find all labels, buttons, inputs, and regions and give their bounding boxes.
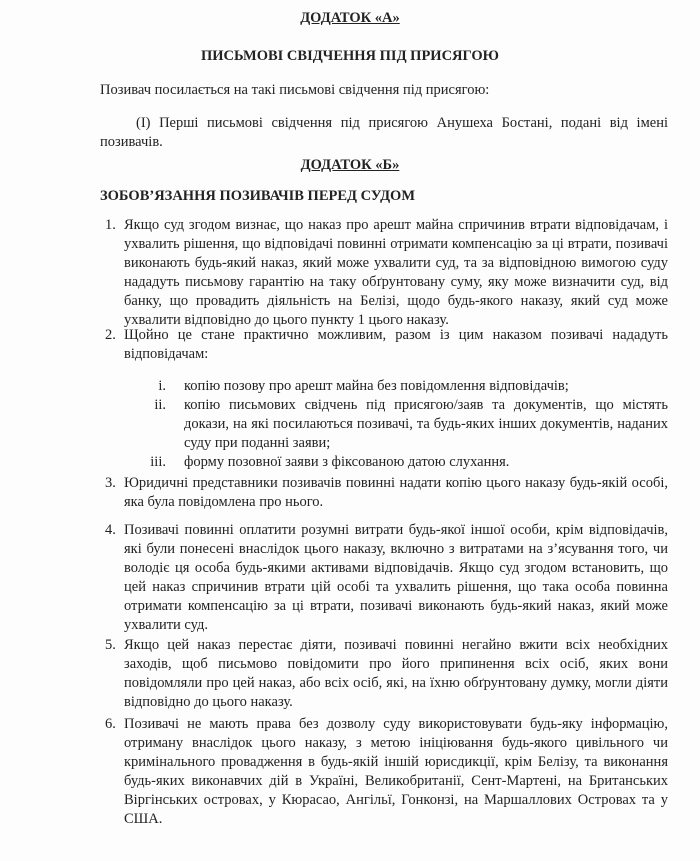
subitem-number: iii. xyxy=(150,454,166,470)
subitem-number: ii. xyxy=(154,397,166,413)
list-item-text: Позивачі не мають права без дозволу суду використовувати будь-яку інформацію, отриману внаслідок цього наказу, з метою ініціювання будь-якого цивільного чи кримінального провадження в будь-якій іншій юрисдикції, крім Белізу, та виконання будь-яких виконавчих дій в Україні, Великобританії, Сент-Мартені, на Британських Віргінських островах, у Кюрасао, Ангільї, Гонконзі, на Маршаллових Островах та у США. xyxy=(124,716,668,827)
list-item-number: 5. xyxy=(105,637,116,653)
list-item-number: 2. xyxy=(105,327,116,343)
list-item-number: 6. xyxy=(105,716,116,732)
list-item-number: 4. xyxy=(105,522,116,538)
list-item-text: Позивачі повинні оплатити розумні витрати будь-якої іншої особи, крім відповідачів, які були понесені внаслідок цього наказу, включно з витратами на з’ясування того, чи володіє ця особа будь-якими активами відповідачів. Якщо суд згодом встановить, що цей наказ спричинив втрати цій особі та ухвалить рішення, що така особа повинна отримати компенсацію за ці втрати, позивачі виконають будь-який наказ, який може ухвалити суд. xyxy=(124,522,668,633)
list-item-number: 1. xyxy=(105,217,116,233)
list-item-number: 3. xyxy=(105,475,116,491)
list-item-text: Юридичні представники позивачів повинні надати копію цього наказу будь-якій особі, яка була повідомлена про нього. xyxy=(124,475,668,510)
subitem-text: форму позовної заяви з фіксованою датою слухання. xyxy=(184,454,510,470)
list-item-text: Якщо суд згодом визнає, що наказ про арешт майна спричинив втрати відповідачам, і ухвалить рішення, що відповідачі повинні отримати компенсацію за ці втрати, позивачі виконають будь-який наказ, який може ухвалити суд, та за відповідною вимогою суду нададуть письмову гарантію на таку обґрунтовану суму, яку може визначити суд, від банку, що провадить діяльність на Белізі, щодо будь-якого наказу, який суд може ухвалити відповідно до цього пункту 1 цього наказу. xyxy=(124,217,668,328)
appendix-a-item: (I) Перші письмові свідчення під присягою Анушеха Бостані, подані від імені позивачів. xyxy=(100,115,668,150)
subitem-number: i. xyxy=(158,378,166,394)
appendix-b-heading: ДОДАТОК «Б» xyxy=(300,157,400,173)
list-item-text: Якщо цей наказ перестає діяти, позивачі повинні негайно вжити всіх необхідних заходів, щоб письмово повідомити про його припинення всіх осіб, яких вони повідомляли про цей наказ, або всіх осіб, які, на їхню обґрунтовану думку, могли діяти відповідно до цього наказу. xyxy=(124,637,668,710)
appendix-a-title: ПИСЬМОВІ СВІДЧЕННЯ ПІД ПРИСЯГОЮ xyxy=(200,48,499,64)
appendix-a-intro: Позивач посилається на такі письмові свідчення під присягою: xyxy=(100,82,490,98)
subitem-text: копію позову про арешт майна без повідомлення відповідачів; xyxy=(184,378,569,394)
list-item-text: Щойно це стане практично можливим, разом із цим наказом позивачі нададуть відповідачам: xyxy=(124,327,668,362)
appendix-b-title: ЗОБОВ’ЯЗАННЯ ПОЗИВАЧІВ ПЕРЕД СУДОМ xyxy=(100,188,416,204)
appendix-a-heading: ДОДАТОК «А» xyxy=(300,10,400,26)
subitem-text: копію письмових свідчень під присягою/заяв та документів, що містять докази, на які посилаються позивачі, та будь-яких інших документів, наданих суду при поданні заяви; xyxy=(184,397,668,451)
